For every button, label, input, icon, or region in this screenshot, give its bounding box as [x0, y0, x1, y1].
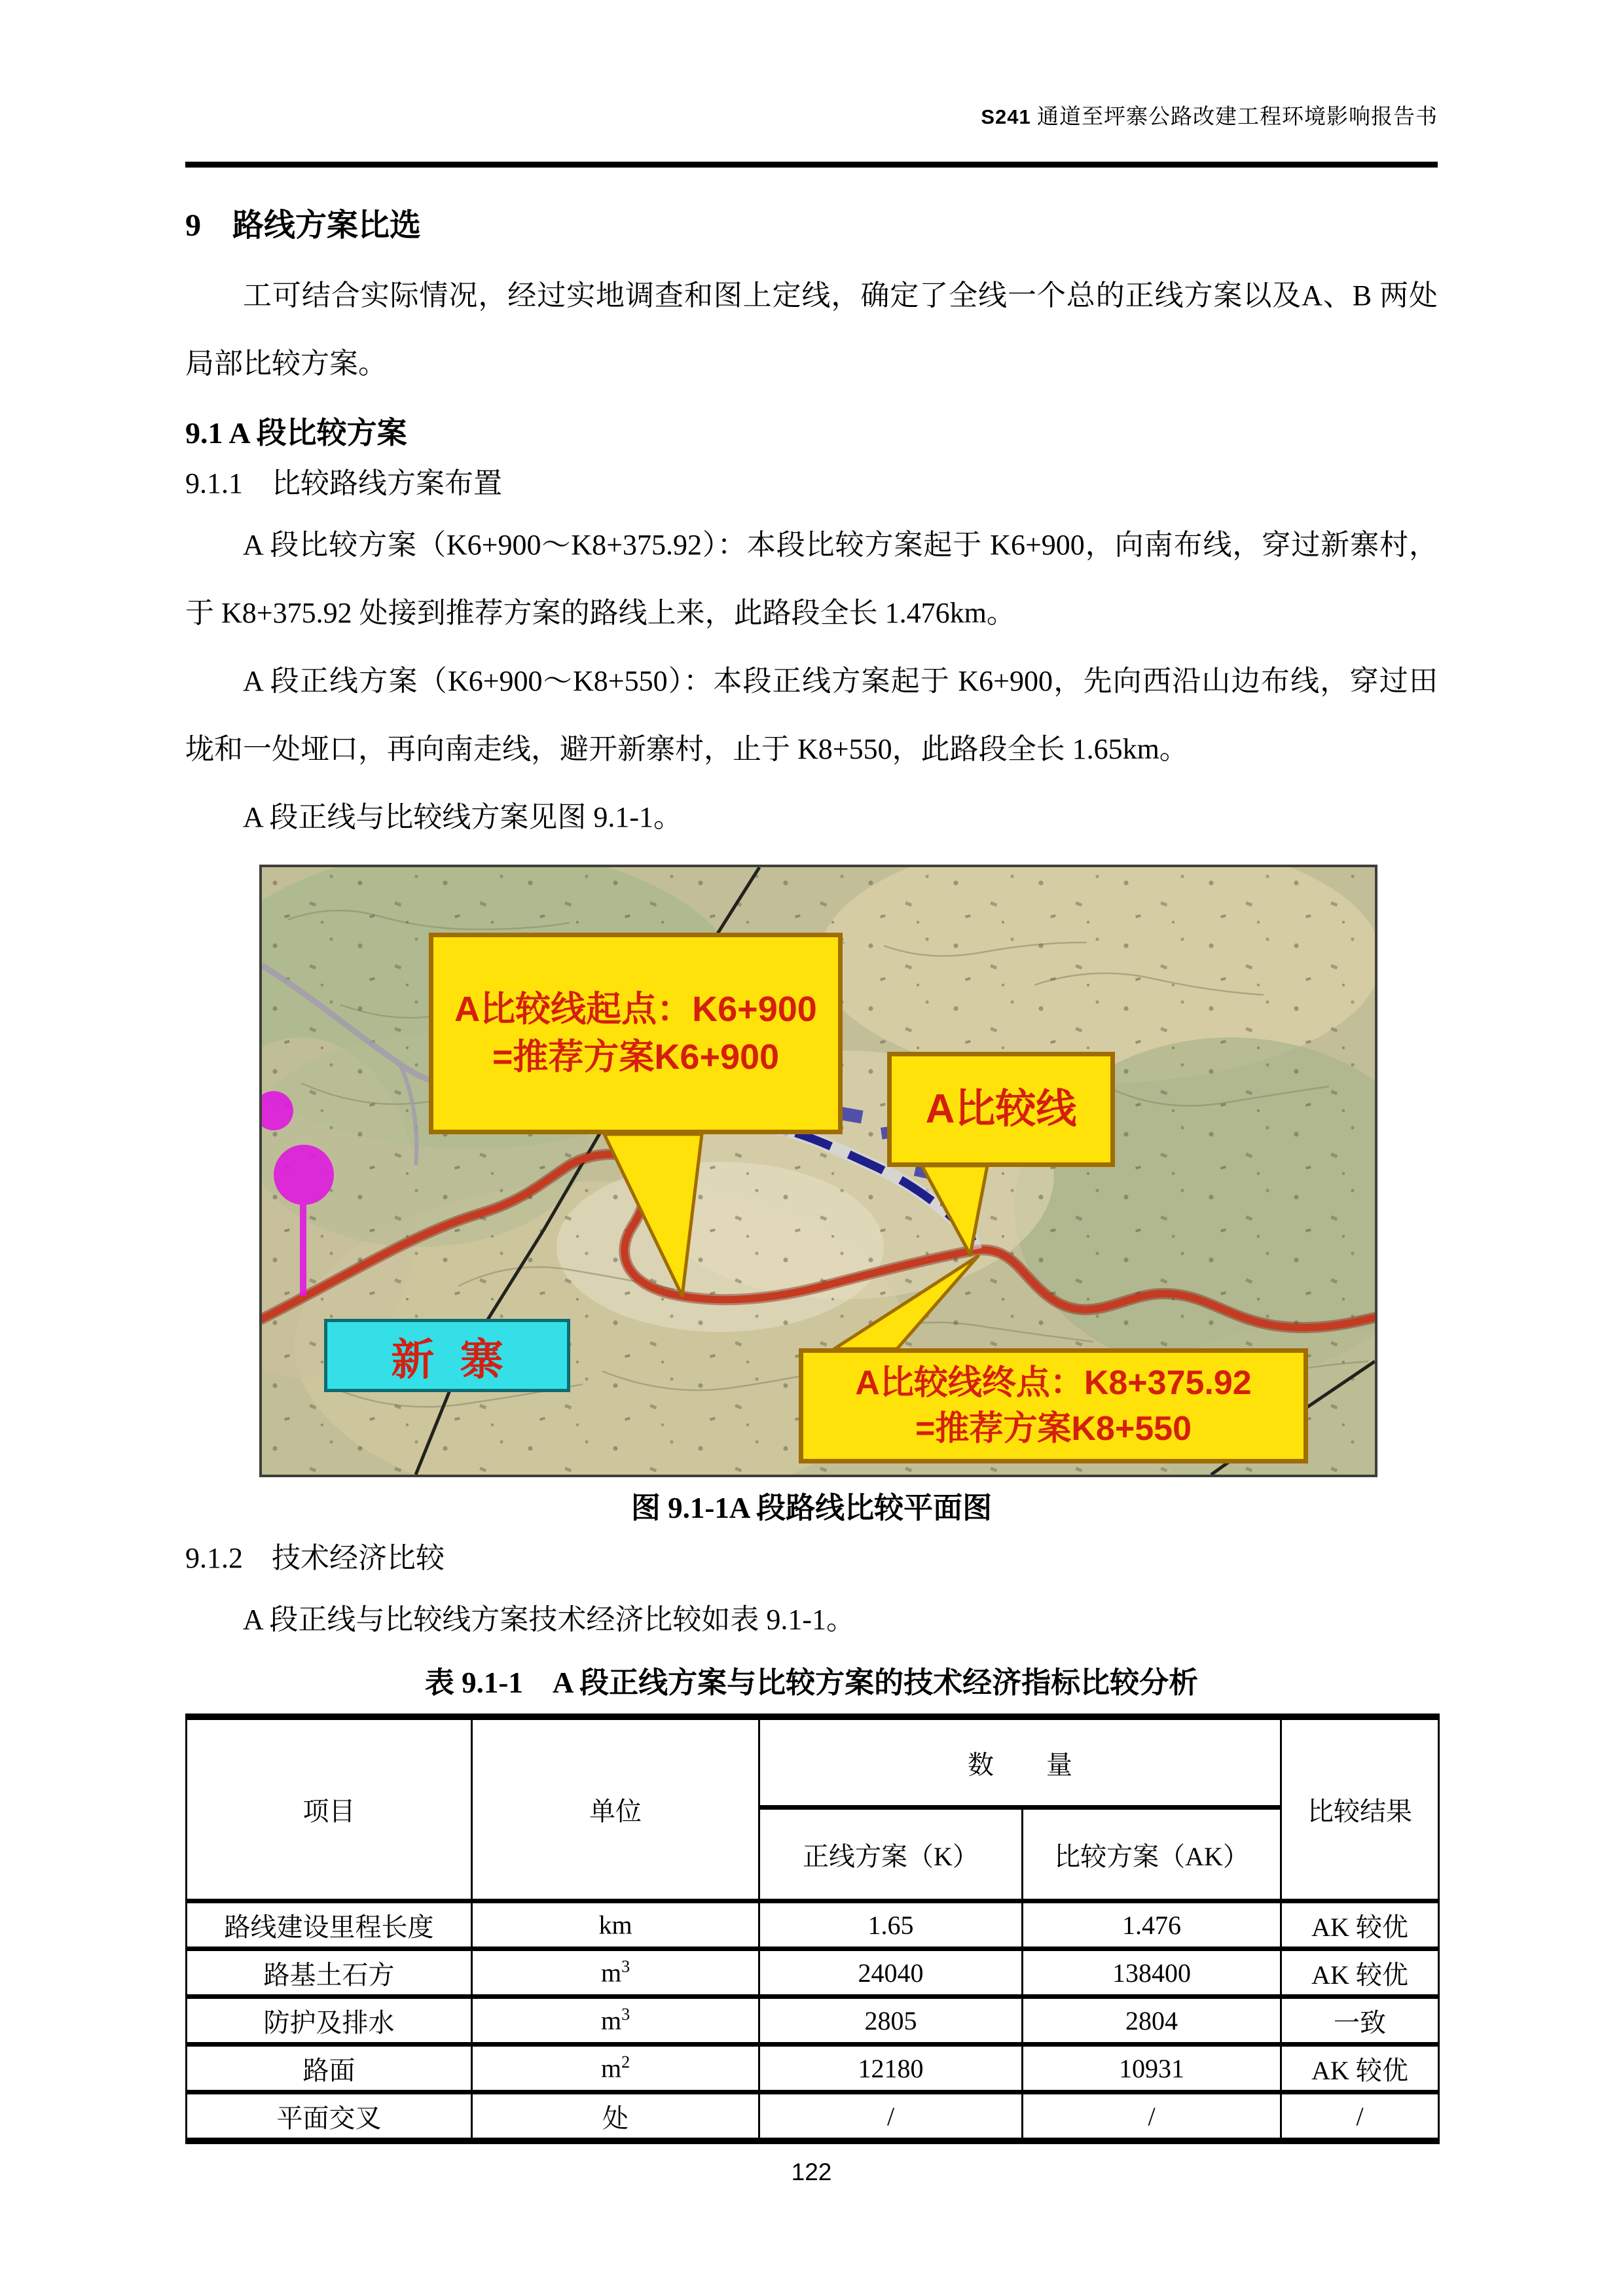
cell-k: 12180	[759, 2045, 1023, 2092]
table-caption: 表 9.1-1 A 段正线方案与比较方案的技术经济指标比较分析	[424, 1666, 1199, 1699]
col-header-result: 比较结果	[1281, 1717, 1439, 1901]
topo-map-figure	[259, 865, 1377, 1477]
table-row	[187, 1997, 1439, 2045]
document-body	[185, 196, 1438, 2144]
report-title: 通道至坪寨公路改建工程环境影响报告书	[1030, 105, 1438, 129]
paragraph-figure-ref: A 段正线与比较线方案见图 9.1-1。	[243, 801, 682, 833]
cell-ak: 138400	[1023, 1949, 1281, 1997]
unit-sup: 3	[621, 2005, 630, 2024]
cell-result: AK 较优	[1281, 1949, 1439, 1997]
section-heading-9: 9 路线方案比选	[185, 208, 422, 243]
table-row	[187, 2092, 1439, 2142]
section-heading-9-1: 9.1 A 段比较方案	[185, 416, 407, 450]
section-heading-9-1-2: 9.1.2 技术经济比较	[185, 1542, 445, 1574]
table-row	[187, 1901, 1439, 1949]
col-header-quantity: 数 量	[759, 1717, 1281, 1808]
cell-unit	[472, 2045, 759, 2092]
col-header-main-scheme: 正线方案（K）	[759, 1808, 1023, 1901]
unit-sup: 3	[621, 1957, 630, 1977]
unit-text: km	[598, 1910, 632, 1940]
callout-start-line1: A比较线起点：K6+900	[454, 990, 817, 1030]
callout-comparison-line	[887, 1052, 1115, 1167]
cell-item: 平面交叉	[187, 2092, 472, 2142]
figure-caption: 图 9.1-1A 段路线比较平面图	[630, 1492, 993, 1524]
unit-text: m	[600, 1958, 622, 1988]
section-heading-9-1-1: 9.1.1 比较路线方案布置	[185, 467, 502, 499]
paragraph-comparison-scheme: A 段比较方案（K6+900～K8+375.92）：本段比较方案起于 K6+900，向南布线，穿过新寨村，于 K8+375.92 处接到推荐方案的路线上来，此路段全长 1.476km。	[185, 529, 1438, 629]
cell-ak: /	[1023, 2092, 1281, 2142]
unit-text: m	[600, 2053, 622, 2083]
unit-text: 处	[602, 2103, 629, 2133]
col-header-unit: 单位	[472, 1717, 759, 1901]
col-header-item: 项目	[187, 1717, 472, 1901]
report-code: S241	[981, 105, 1031, 128]
cell-result: /	[1281, 2092, 1439, 2142]
village-label: 新寨	[324, 1319, 570, 1392]
cell-k: /	[759, 2092, 1023, 2142]
cell-unit	[472, 1997, 759, 2045]
comparison-table	[185, 1713, 1440, 2144]
callout-end	[799, 1348, 1308, 1463]
callout-end-line2: =推荐方案K8+550	[915, 1410, 1192, 1448]
callout-end-line1: A比较线终点：K8+375.92	[855, 1363, 1252, 1402]
cell-k: 1.65	[759, 1901, 1023, 1949]
unit-text: m	[600, 2005, 622, 2036]
paragraph-overview: 工可结合实际情况，经过实地调查和图上定线，确定了全线一个总的正线方案以及A、B 两处局部比较方案。	[185, 279, 1438, 380]
cell-ak: 10931	[1023, 2045, 1281, 2092]
cell-item: 防护及排水	[187, 1997, 472, 2045]
table-row	[187, 2045, 1439, 2092]
table-row	[187, 1949, 1439, 1997]
table-header-row-1	[187, 1717, 1439, 1808]
cell-item: 路线建设里程长度	[187, 1901, 472, 1949]
cell-item: 路基土石方	[187, 1949, 472, 1997]
paragraph-table-ref: A 段正线与比较线方案技术经济比较如表 9.1-1。	[243, 1604, 855, 1636]
cell-item: 路面	[187, 2045, 472, 2092]
cell-result: AK 较优	[1281, 2045, 1439, 2092]
cell-result: AK 较优	[1281, 1901, 1439, 1949]
callout-start	[429, 933, 843, 1134]
page-header	[185, 99, 1438, 130]
cell-k: 24040	[759, 1949, 1023, 1997]
cell-ak: 1.476	[1023, 1901, 1281, 1949]
cell-unit	[472, 2092, 759, 2142]
cell-unit	[472, 1949, 759, 1997]
cell-ak: 2804	[1023, 1997, 1281, 2045]
page-number: 122	[791, 2159, 832, 2185]
cell-result: 一致	[1281, 1997, 1439, 2045]
unit-sup: 2	[621, 2053, 630, 2072]
cell-k: 2805	[759, 1997, 1023, 2045]
col-header-comparison-scheme: 比较方案（AK）	[1023, 1808, 1281, 1901]
paragraph-main-scheme: A 段正线方案（K6+900～K8+550）：本段正线方案起于 K6+900，先向西沿山边布线，穿过田垅和一处垭口，再向南走线，避开新寨村，止于 K8+550，此路段全长 1.65km。	[185, 665, 1438, 765]
callout-line-label: A比较线	[925, 1086, 1077, 1132]
header-rule	[185, 162, 1438, 168]
cell-unit	[472, 1901, 759, 1949]
callout-start-line2: =推荐方案K6+900	[492, 1037, 780, 1077]
